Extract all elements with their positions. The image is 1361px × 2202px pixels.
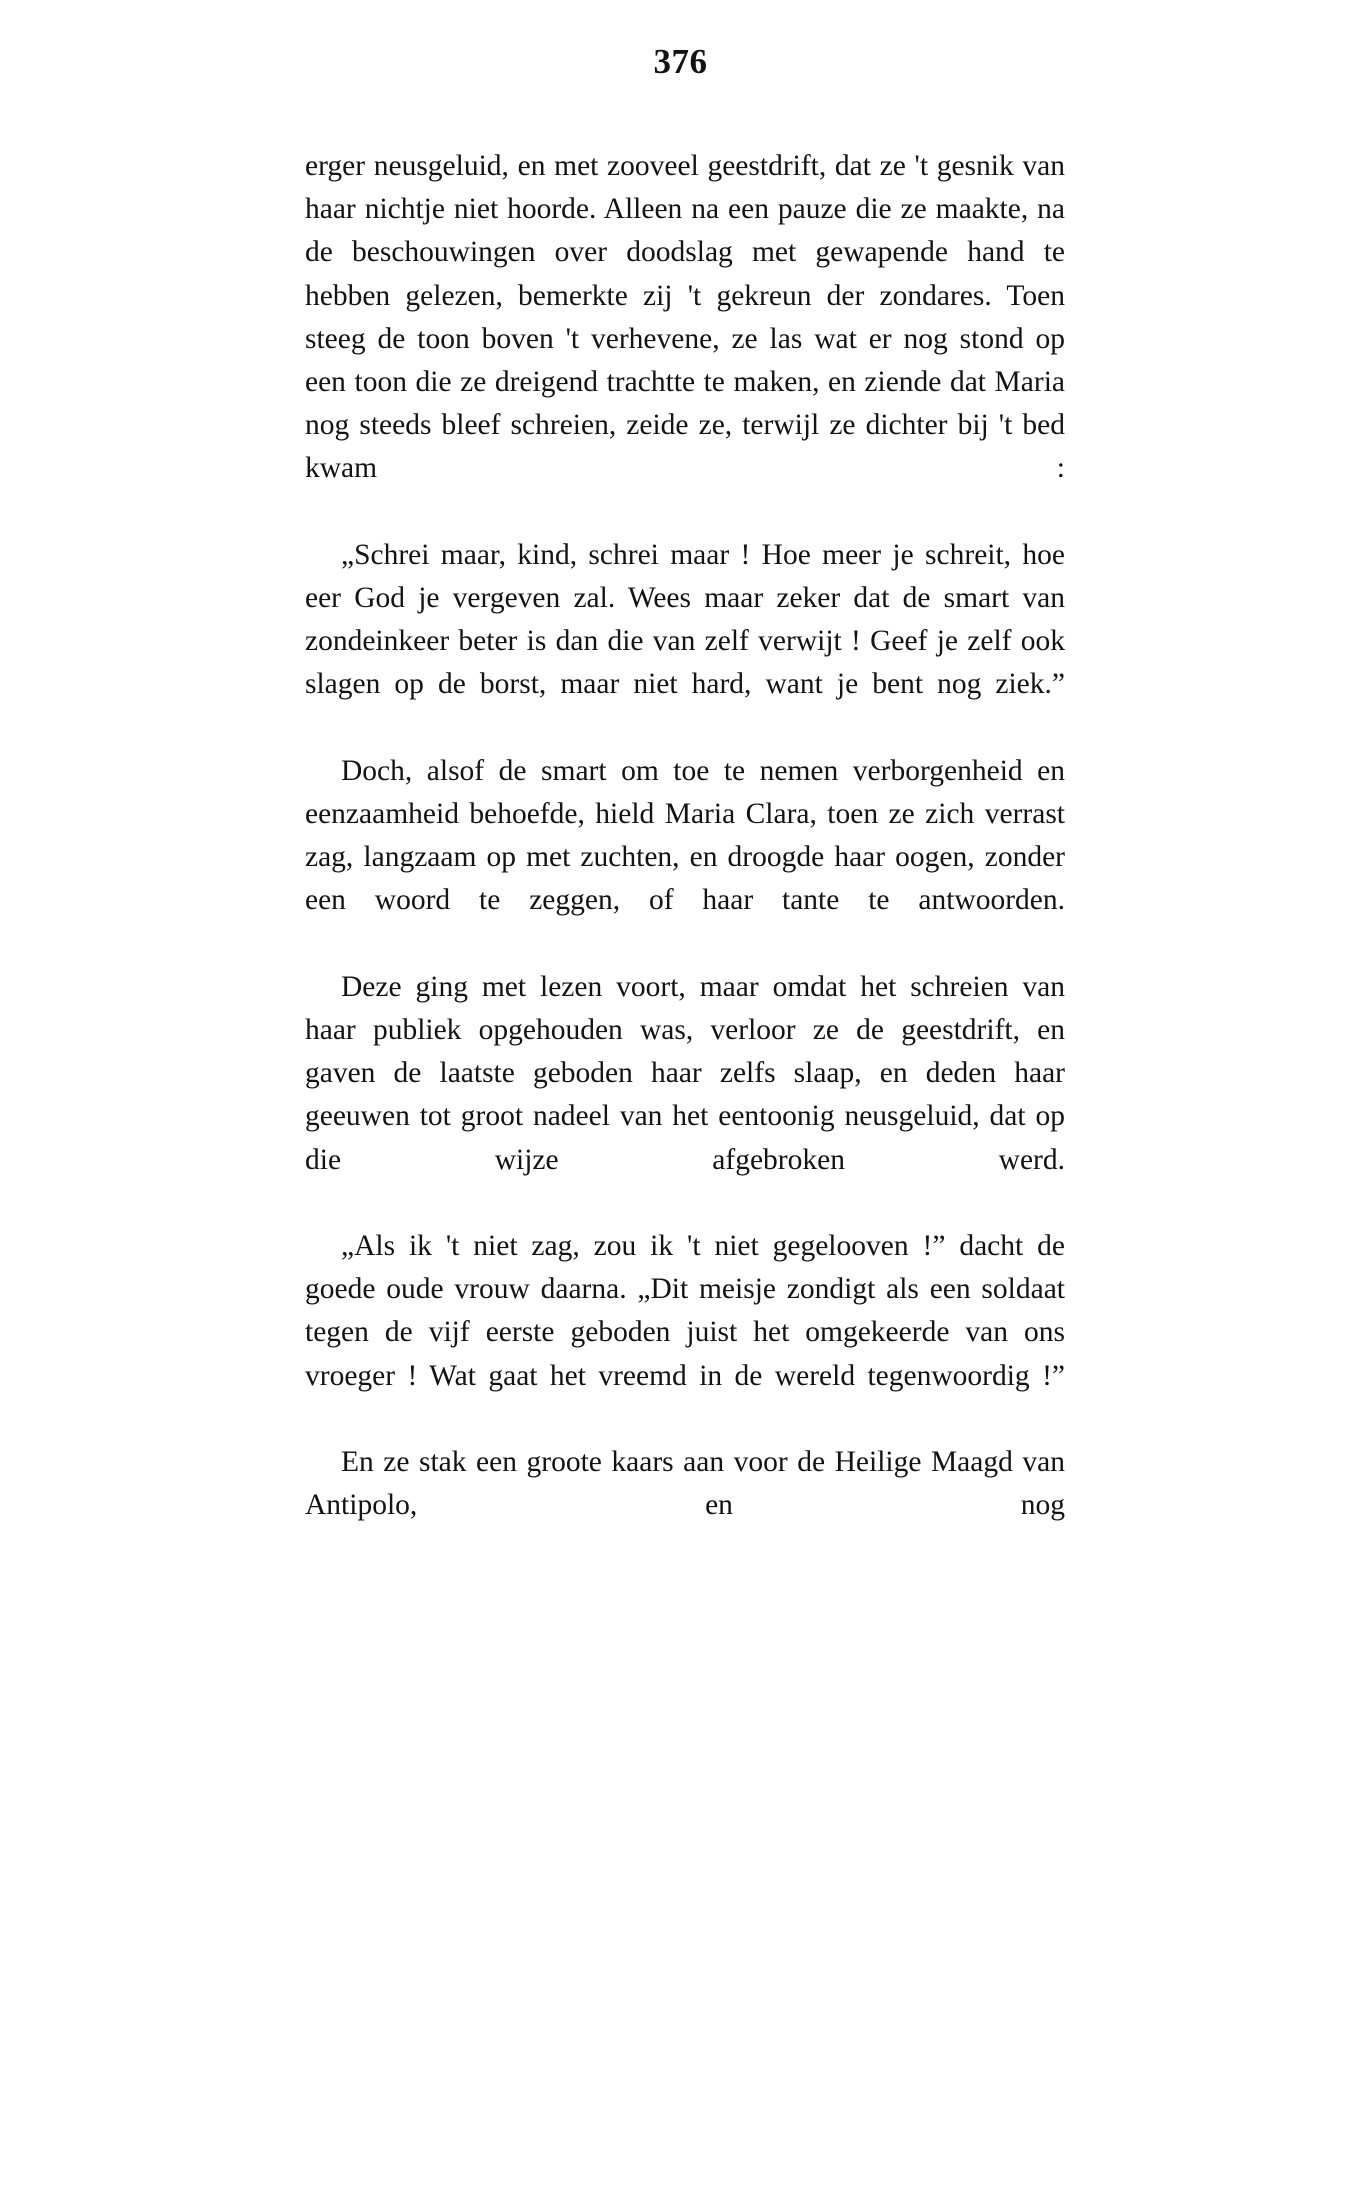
paragraph: „Schrei maar, kind, schrei maar ! Hoe meer je schreit, hoe eer God je vergeven zal. Wees maar zeker dat de smart van zondeinkeer beter is dan die van zelf verwijt ! Geef je zelf ook slagen op de borst, maar niet hard, want je bent nog ziek.” xyxy=(305,538,1065,701)
paragraph: „Als ik 't niet zag, zou ik 't niet gegelooven !” dacht de goede oude vrouw daarna. „Dit meisje zondigt als een soldaat tegen de vijf eerste geboden juist het omgekeerde van ons vroeger ! Wat gaat het vreemd in de wereld tegenwoordig !” xyxy=(305,1230,1065,1392)
paragraph: Doch, alsof de smart om toe te nemen verborgenheid en eenzaamheid behoefde, hield Maria Clara, toen ze zich verrast zag, langzaam op met zuchten, en droogde haar oogen, zonder een woord te zeggen, of haar tante te antwoorden. xyxy=(305,754,1065,917)
body-text-column xyxy=(305,145,1065,1571)
page-number: 376 xyxy=(653,42,708,81)
paragraph: erger neusgeluid, en met zooveel geestdrift, dat ze 't gesnik van haar nichtje niet hoorde. Alleen na een pauze die ze maakte, na de beschouwingen over doodslag met gewapende hand te hebben gelezen, bemerkte zij 't gekreun der zondares. Toen steeg de toon boven 't verhevene, ze las wat er nog stond op een toon die ze dreigend trachtte te maken, en ziende dat Maria nog steeds bleef schreien, zeide ze, terwijl ze dichter bij 't bed kwam : xyxy=(305,150,1065,485)
paragraph: Deze ging met lezen voort, maar omdat het schreien van haar publiek opgehouden was, verloor ze de geestdrift, en gaven de laatste geboden haar zelfs slaap, en deden haar geeuwen tot groot nadeel van het eentoonig neusgeluid, dat op die wijze afgebroken werd. xyxy=(305,970,1065,1176)
paragraph: En ze stak een groote kaars aan voor de Heilige Maagd van Antipolo, en nog xyxy=(305,1446,1065,1522)
